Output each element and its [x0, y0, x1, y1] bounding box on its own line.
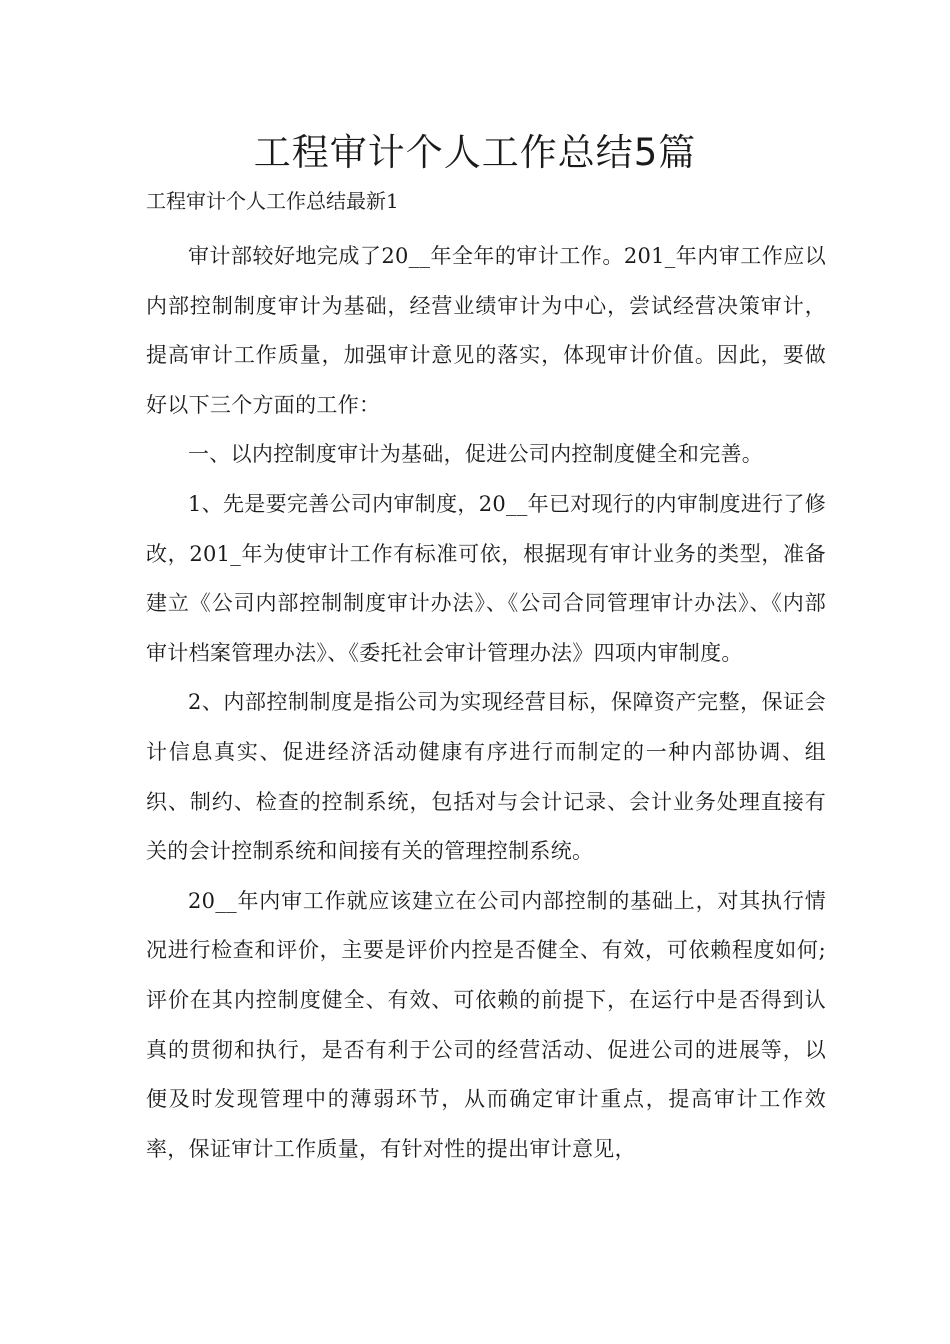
document-subtitle: 工程审计个人工作总结最新1 — [146, 189, 399, 213]
paragraph-section-1: 一、以内控制度审计为基础，促进公司内控制度健全和完善。 — [188, 442, 764, 467]
paragraph-item-1: 1、先是要完善公司内审制度，20__年已对现行的内审制度进行了修改，201_年为使审计工作有标准可依，根据现有审计业务的类型，准备建立《公司内部控制制度审计办法》、《公司合同管理审计办法》、《内部审计档案管理办法》、《委托社会审计管理办法》四项内审制度。 — [146, 491, 826, 665]
paragraph-intro: 审计部较好地完成了20__年全年的审计工作。201_年内审工作应以内部控制制度审计为基础，经营业绩审计为中心，尝试经营决策审计，提高审计工作质量，加强审计意见的落实，体现审计价值。因此，要做好以下三个方面的工作： — [146, 244, 826, 417]
paragraph-internal-audit: 20__年内审工作就应该建立在公司内部控制的基础上，对其执行情况进行检查和评价，主要是评价内控是否健全、有效，可依赖程度如何;评价在其内控制度健全、有效、可依赖的前提下，在运行中是否得到认真的贯彻和执行，是否有利于公司的经营活动、促进公司的进展等，以便及时发现管理中的薄弱环节，从而确定审计重点，提高审计工作效率，保证审计工作质量，有针对性的提出审计意见， — [146, 888, 826, 1161]
document-title: 工程审计个人工作总结5篇 — [253, 131, 697, 174]
paragraph-item-2: 2、内部控制制度是指公司为实现经营目标，保障资产完整，保证会计信息真实、促进经济活动健康有序进行而制定的一种内部协调、组织、制约、检查的控制系统，包括对与会计记录、会计业务处理直接有关的会计控制系统和间接有关的管理控制系统。 — [146, 690, 826, 864]
document-body — [146, 232, 826, 1174]
